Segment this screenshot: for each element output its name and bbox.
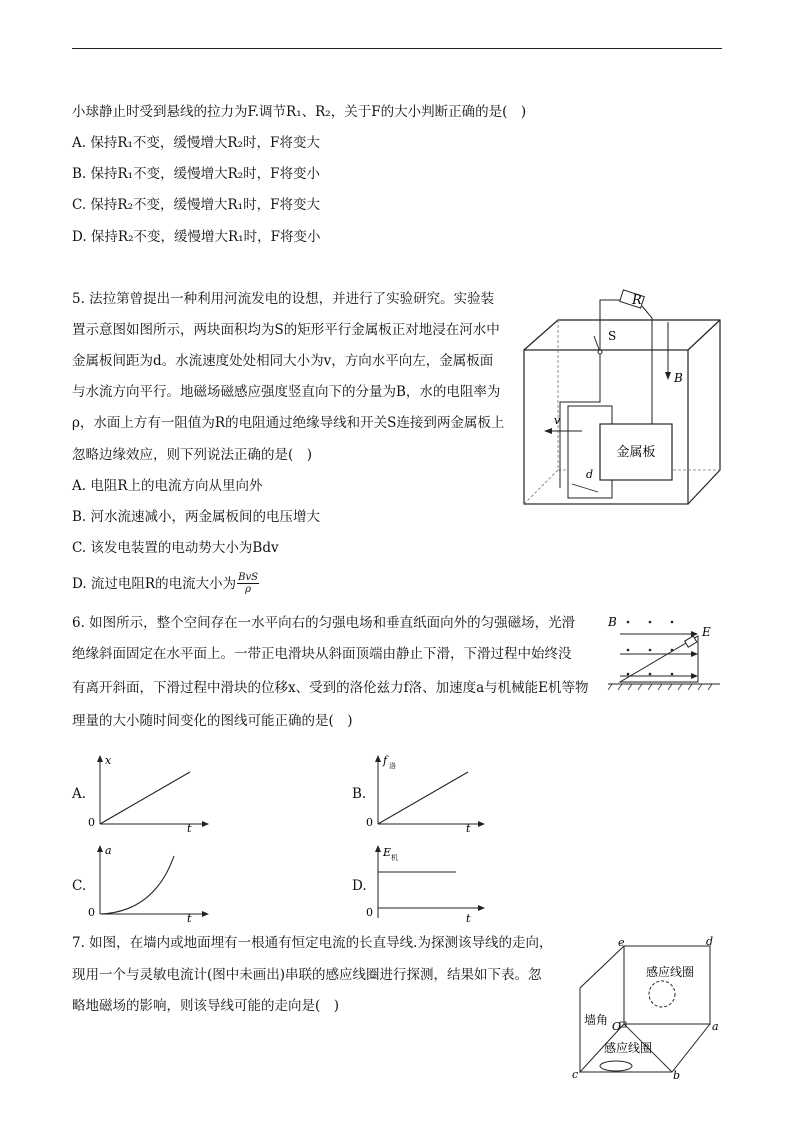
y-arrowhead (375, 755, 381, 762)
lower-coil-label: 感应线圈 (604, 1041, 653, 1055)
v-label: v (554, 414, 561, 427)
magnetic-dots (627, 621, 674, 676)
origin-label: 0 (366, 816, 373, 829)
origin-label: 0 (366, 906, 373, 919)
curve (100, 772, 190, 824)
q5-option-a: A. 电阻R上的电流方向从里向外 (72, 478, 263, 494)
switch-contact (598, 350, 602, 354)
y-label-sub: 机 (391, 854, 398, 862)
curve (100, 856, 174, 914)
e-label: e (618, 936, 625, 949)
graph-a-label: A. (72, 786, 87, 802)
x-label: t (466, 912, 471, 924)
q7-line: 略地磁场的影响，则该导线可能的走向是( ) (72, 998, 340, 1014)
header-rule (72, 48, 722, 49)
graph-c-label: C. (72, 878, 87, 894)
y-label-sub: 洛 (389, 762, 396, 770)
q6-e-label: E (702, 625, 711, 639)
x-label: t (187, 822, 192, 834)
origin-label: 0 (88, 816, 95, 829)
q5-option-d-text: D. 流过电阻R的电流大小为 (72, 575, 237, 592)
q6-line: 有离开斜面，下滑过程中滑块的位移x、受到的洛伦兹力f洛、加速度a与机械能E机等物 (72, 680, 589, 696)
q7-wall-corner-figure (568, 932, 728, 1082)
field-lines (620, 634, 694, 676)
x-arrowhead (478, 821, 485, 827)
y-label: f (383, 754, 388, 767)
ground-hatch (608, 684, 712, 690)
q4-option-a: A. 保持R₁不变，缓慢增大R₂时，F将变大 (72, 135, 320, 151)
q5-apparatus-figure (520, 288, 726, 510)
v-arrowhead (544, 428, 552, 434)
q5-fraction (237, 572, 259, 595)
y-label: x (105, 754, 112, 767)
y-arrowhead (375, 845, 381, 852)
q6-line: 理量的大小随时间变化的图线可能正确的是( ) (72, 713, 353, 729)
q4-option-b: B. 保持R₁不变，缓慢增大R₂时，F将变小 (72, 166, 321, 182)
q5-line: 与水流方向平行。地磁场磁感应强度竖直向下的分量为B，水的电阻率为 (72, 384, 501, 400)
d-vertex-label: d (706, 935, 714, 948)
q6-b-label: B (608, 615, 617, 629)
upper-coil-label: 感应线圈 (646, 965, 695, 979)
wall-face (624, 946, 710, 1024)
q5-line: ρ，水面上方有一阻值为R的电阻通过绝缘导线和开关S连接到两金属板上 (72, 415, 505, 431)
q5-option-c: C. 该发电装置的电动势大小为Bdv (72, 540, 279, 556)
y-arrowhead (97, 755, 103, 762)
graph-d-label: D. (352, 878, 367, 894)
q6-line: 绝缘斜面固定在水平面上。一带正电滑块从斜面顶端由静止下滑，下滑过程中始终没 (72, 646, 572, 662)
upper-coil (649, 981, 675, 1007)
y-label: E (383, 846, 392, 859)
q4-stem: 小球静止时受到悬线的拉力为F.调节R₁、R₂，关于F的大小判断正确的是( ) (72, 104, 527, 120)
s-label: S (608, 329, 617, 343)
x-label: t (466, 822, 471, 834)
graph-a (84, 752, 214, 834)
fraction-denominator: ρ (245, 584, 251, 595)
q7-line: 7. 如图，在墙内或地面埋有一根通有恒定电流的长直导线.为探测该导线的走向， (72, 935, 553, 951)
q5-line: 置示意图如图所示，两块面积均为S的矩形平行金属板正对地浸在河水中 (72, 322, 500, 338)
x-label: t (187, 912, 192, 924)
graph-c (84, 842, 214, 924)
x-arrowhead (478, 905, 485, 911)
a-label: a (712, 1020, 719, 1033)
box-hidden-edge (524, 470, 558, 504)
o-label: O (612, 1020, 622, 1033)
fraction-numerator: BvS (238, 572, 258, 583)
q5-line: 忽略边缘效应，则下列说法正确的是( ) (72, 447, 313, 463)
curve (378, 772, 468, 824)
q7-line: 现用一个与灵敏电流计(图中未画出)串联的感应线圈进行探测，结果如下表。忽 (72, 967, 542, 983)
q4-option-d: D. 保持R₂不变，缓慢增大R₁时，F将变小 (72, 229, 321, 245)
b-arrowhead (665, 372, 671, 380)
q4-option-c: C. 保持R₂不变，缓慢增大R₁时，F将变大 (72, 197, 320, 213)
q6-incline-figure (606, 612, 722, 694)
box-edge (688, 320, 720, 350)
lower-coil (600, 1061, 632, 1071)
metal-plate-label: 金属板 (616, 445, 656, 460)
q5-line: 金属板间距为d。水流速度处处相同大小为v，方向水平向左，金属板面 (72, 353, 494, 369)
x-arrowhead (202, 821, 209, 827)
b-label: b (673, 1069, 681, 1082)
graph-d (364, 842, 494, 924)
d-label: d (586, 468, 594, 481)
q5-line: 5. 法拉第曾提出一种利用河流发电的设想，并进行了实验研究。实验装 (72, 291, 495, 307)
b-label: B (674, 371, 683, 385)
x-arrowhead (202, 911, 209, 917)
corner-label: 墙角 (584, 1013, 609, 1027)
wire-left (600, 300, 622, 352)
q5-option-d (72, 572, 259, 595)
origin-label: 0 (88, 906, 95, 919)
graph-b-label: B. (352, 786, 367, 802)
y-label: a (105, 844, 112, 857)
c-label: c (572, 1068, 579, 1081)
q6-line: 6. 如图所示，整个空间存在一水平向右的匀强电场和垂直纸面向外的匀强磁场，光滑 (72, 615, 576, 631)
q5-option-b: B. 河水流速减小，两金属板间的电压增大 (72, 509, 321, 525)
r-label: R (632, 293, 642, 308)
y-arrowhead (97, 845, 103, 852)
graph-b (364, 752, 494, 834)
wire-right (642, 306, 652, 424)
